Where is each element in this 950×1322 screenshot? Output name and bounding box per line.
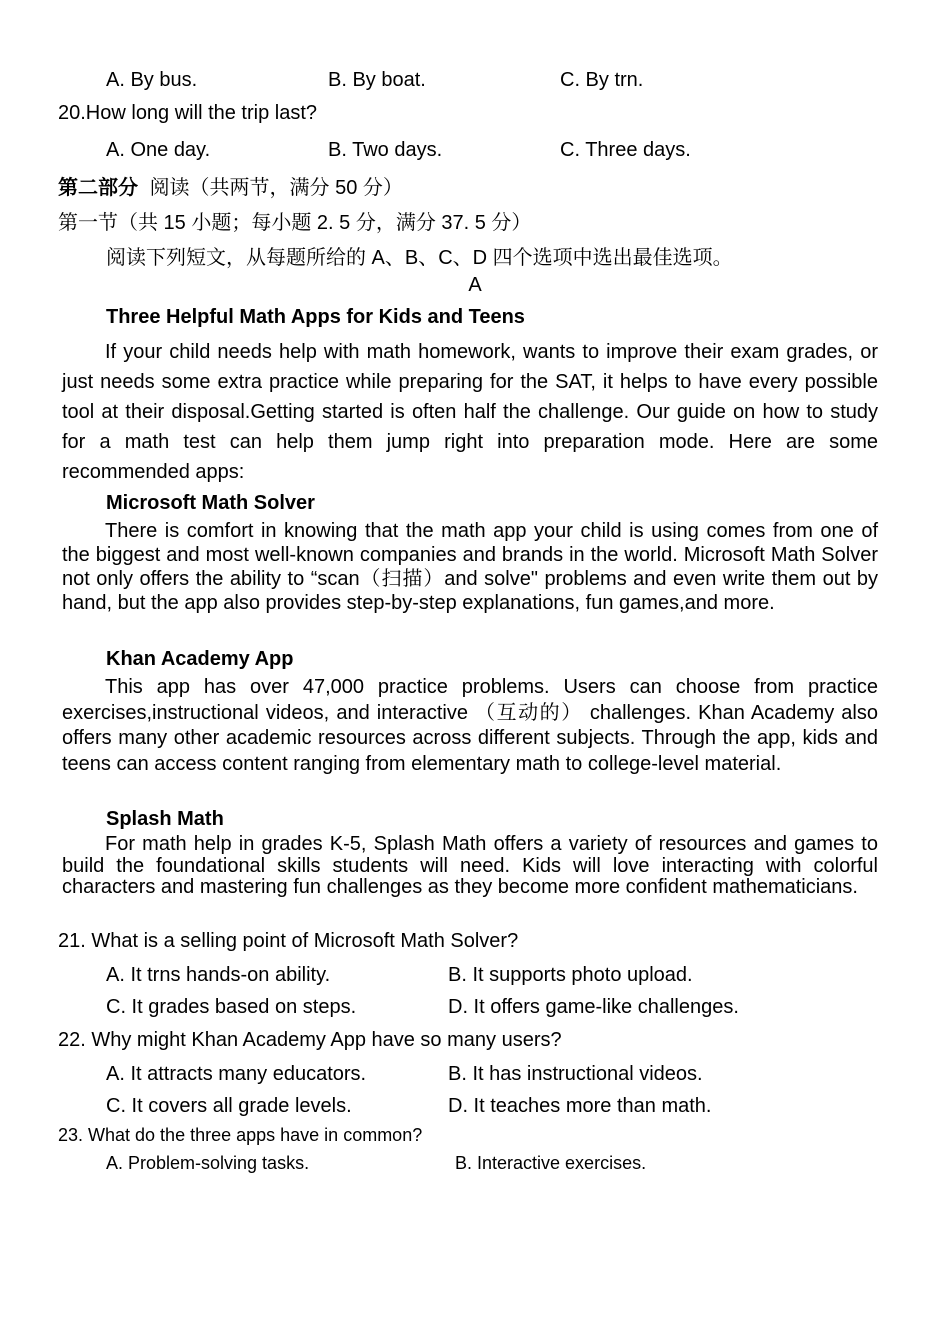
q22-option-b: B. It has instructional videos. [448,1063,703,1085]
q19-option-b: B. By boat. [328,69,426,91]
passage-intro [62,337,878,487]
app3-title: Splash Math [106,808,224,830]
q22-question: 22. Why might Khan Academy App have so many users? [58,1029,562,1051]
app3-body-text: For math help in grades K-5, Splash Math offers a variety of resources and games to build the foundational skills students will need. Kids will love interacting with colorful characters and mastering fun challenges as they become more confident mathematicians. [62,833,878,898]
q21-option-a: A. It trns hands-on ability. [106,964,331,986]
q19-option-a: A. By bus. [106,69,198,91]
q23-option-a: A. Problem-solving tasks. [106,1153,310,1173]
q22-option-a: A. It attracts many educators. [106,1063,367,1085]
q21-question: 21. What is a selling point of Microsoft Math Solver? [58,930,519,952]
app2-title: Khan Academy App [106,648,294,670]
q21-option-b: B. It supports photo upload. [448,964,693,986]
passage-letter: A [468,274,482,296]
passage-title: Three Helpful Math Apps for Kids and Teens [106,306,525,328]
q21-option-d: D. It offers game-like challenges. [448,996,739,1018]
passage-intro-text: If your child needs help with math homework, wants to improve their exam grades, or just needs some extra practice while preparing for the SAT, it helps to have every possible tool at their disposal.Getting started is often half the challenge. Our guide on how to study for a math test can help them jump right into preparation mode. Here are some recommended apps: [62,341,878,483]
app1-body [62,519,878,615]
app2-body-text: This app has over 47,000 practice problems. Users can choose from practice exercises,instructional videos, and interactive （互动的） challenges. Khan Academy also offers many other academic resources across different subjects. Through the app, kids and teens can access content ranging from elementary math to college-level material. [62,676,878,775]
q22-option-d: D. It teaches more than math. [448,1095,712,1117]
part2-title-bold: 第二部分 [58,177,138,199]
q20-option-c: C. Three days. [560,139,691,161]
app2-body [62,675,878,777]
q22-option-c: C. It covers all grade levels. [106,1095,352,1117]
q20-option-a: A. One day. [106,139,211,161]
app1-body-text: There is comfort in knowing that the math app your child is using comes from one of the biggest and most well-known companies and brands in the world. Microsoft Math Solver not only offers the ability to “scan（扫描）and solve" problems and even write them out by hand, but the app also provides step-by-step explanations, fun games,and more. [62,520,878,614]
section1-heading: 第一节（共 15 小题；每小题 2. 5 分，满分 37. 5 分） [58,212,532,234]
q23-option-b: B. Interactive exercises. [455,1153,647,1173]
section-instruction: 阅读下列短文，从每题所给的 A、B、C、D 四个选项中选出最佳选项。 [106,247,733,269]
q21-option-c: C. It grades based on steps. [106,996,357,1018]
app1-title: Microsoft Math Solver [106,492,315,514]
app3-body [62,834,878,899]
part2-title-rest: 阅读（共两节，满分 50 分） [149,177,403,199]
q20-question: 20.How long will the trip last? [58,102,318,124]
q23-question: 23. What do the three apps have in common? [58,1125,423,1145]
q19-option-c: C. By trn. [560,69,644,91]
part2-title [58,171,403,200]
q20-option-b: B. Two days. [328,139,443,161]
